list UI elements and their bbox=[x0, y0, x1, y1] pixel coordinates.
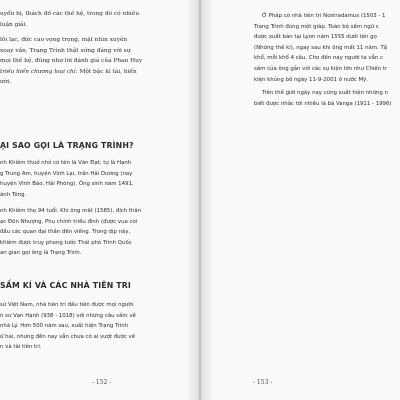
text-line: nh Khiêm thuở nhỏ có tên là Văn Đạt, tự là Hạnh bbox=[0, 160, 132, 166]
nostradamus-paragraph bbox=[254, 11, 387, 85]
page-number: - 153 - bbox=[253, 379, 273, 386]
text-line: Trạng Trình đúng một giáp. Toàn bộ sấm ngữ c bbox=[254, 23, 379, 30]
section1b-paragraph bbox=[0, 206, 141, 259]
text-line: nhà Lý. Hơn 500 năm sau, xuất hiện Trạng Trình bbox=[0, 323, 129, 330]
section-heading-1 bbox=[0, 141, 134, 150]
text-line: sấm của ông gắn với các sự kiện lớn như Chiến tr bbox=[254, 65, 388, 72]
book-gutter bbox=[186, 0, 214, 400]
text-line: khổ, mỗi khổ 4 câu. Cho đến nay người ta vẫn c bbox=[254, 55, 383, 62]
text-line: được xuất bản tại Lyon năm 1555 dưới tên gọ bbox=[254, 34, 377, 41]
section-heading: ẠI SAO GỌI LÀ TRẠNG TRÌNH? bbox=[0, 141, 134, 150]
text-line: sử Việt Nam, nhà tiên tri đầu tiên được mọi người bbox=[0, 302, 134, 308]
text-line: uyển bị, thách đố các thế hệ, trong đó có nhiều bbox=[0, 11, 140, 17]
right-page bbox=[201, 0, 400, 400]
section1-paragraph bbox=[0, 158, 134, 200]
text-line: an gian gọi ông là Trạng Trình. bbox=[0, 250, 82, 257]
section2-paragraph bbox=[0, 300, 136, 353]
text-line: luận giải. bbox=[0, 21, 28, 28]
left-page bbox=[0, 0, 199, 400]
text-line: ữ hai, nhưng đến nay vẫn chưa có ai vượt được về bbox=[0, 333, 136, 340]
text-line: xoay vần, Trạng Trình thật xứng đáng với sự bbox=[0, 47, 131, 54]
text-line: n sư Vạn Hạnh (938 - 1018) với những câu sấm về bbox=[0, 312, 136, 319]
text-line: n và tài tiên tri. bbox=[0, 344, 42, 351]
text-line: nh Khiêm thọ 94 tuổi. Khi ông mất (1585), đích thân bbox=[0, 208, 142, 214]
text-line: huyện Vĩnh Bảo, Hải Phòng). Ông sinh năm 1491, bbox=[0, 181, 134, 188]
vanga-paragraph bbox=[254, 88, 392, 109]
text-line: Trên thế giới ngày nay cũng xuất hiện những n bbox=[262, 90, 388, 96]
text-line: lỗi lạc, đức cao vọng trọng, mặt nhìn xuyên bbox=[0, 37, 128, 43]
quote-text: Một bậc kì tài, hiển bbox=[77, 68, 137, 75]
text-line: Ở Pháp có nhà tiên tri Nostradamus (1503 - 1 bbox=[262, 13, 386, 19]
text-line: g Trung Am, huyện Vĩnh Lại, trấn Hải Dương (nay bbox=[0, 170, 133, 177]
text-line: khiêm được truy phong tước Thái phó Trình Quốc bbox=[0, 239, 132, 246]
text-line: (Những thế kỉ), ngay sau khi ông mất 11 năm. Tậ bbox=[254, 44, 388, 51]
text-line: ánh Tông. bbox=[0, 191, 27, 198]
book-title-italic: triều hiến chương loại chí: bbox=[0, 68, 78, 75]
text-line: đầu các quan đại thần đến viếng. Trong dịp này, bbox=[0, 229, 131, 236]
tribute-paragraph bbox=[0, 35, 142, 88]
text-line: kiện khủng bố ngày 11-9-2001 ở nước Mỹ. bbox=[254, 76, 369, 83]
page-number: - 152 - bbox=[92, 379, 112, 386]
text-line: mọi thế hệ, đúng như lời đánh giá của Phan Huy bbox=[0, 58, 143, 65]
text-line: ạc Đôn Nhượng, Phụ chính triều đình (được vua coi bbox=[0, 218, 138, 225]
section-heading-2 bbox=[0, 281, 131, 290]
section-heading: SẤM KÍ VÀ CÁC NHÀ TIÊN TRI bbox=[0, 281, 131, 290]
intro-paragraph bbox=[0, 9, 139, 30]
text-line: ười. bbox=[0, 79, 11, 86]
text-line: biết được nhắc tới nhiều là bà Vanga (1911 - 1996) bbox=[254, 100, 392, 107]
text-line bbox=[0, 67, 142, 78]
